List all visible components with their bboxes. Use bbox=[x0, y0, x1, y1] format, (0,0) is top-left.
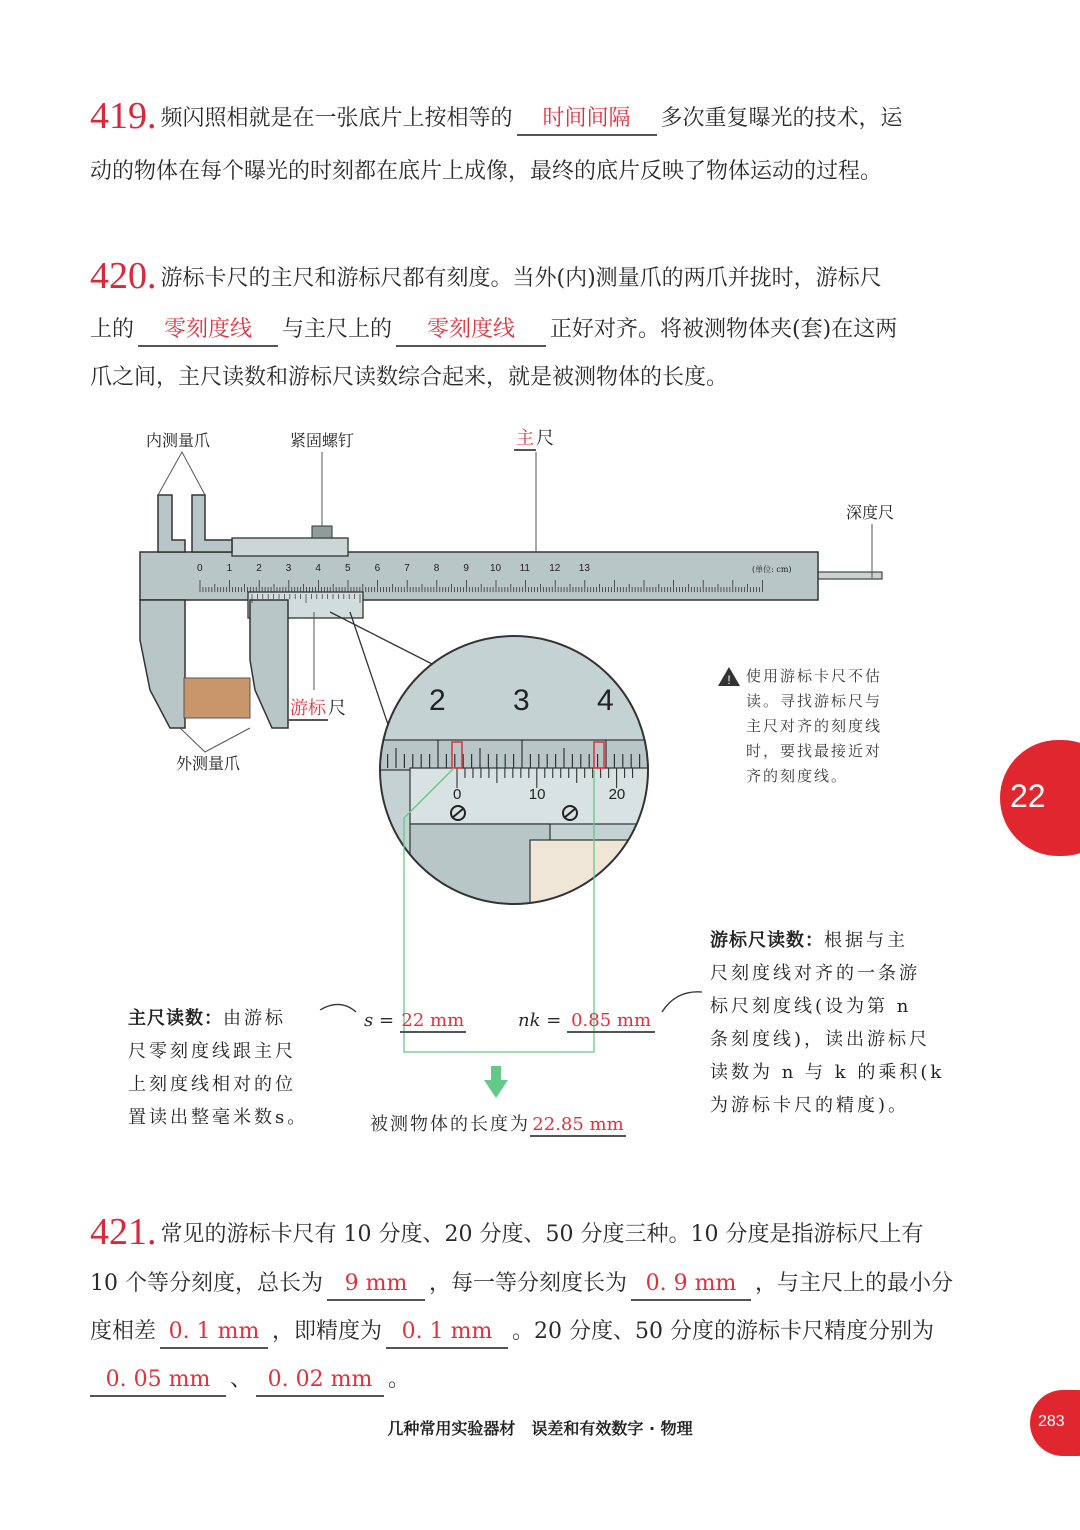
outer-jaw-fixed bbox=[140, 600, 185, 728]
curl-arrow-icon bbox=[662, 992, 702, 1012]
note-line: 齐的刻度线。 bbox=[746, 767, 849, 785]
answer-blank: 零刻度线 bbox=[396, 315, 546, 347]
text-segment: 上的 bbox=[90, 317, 135, 342]
question-number: 419. bbox=[90, 95, 157, 137]
page-footer: 几种常用实验器材 误差和有效数字 · 物理 bbox=[387, 1419, 693, 1438]
main-scale-number: 4 bbox=[315, 563, 321, 574]
question-number: 421. bbox=[90, 1211, 157, 1253]
label-unit: (单位: cm) bbox=[752, 565, 792, 574]
text-segment: 多次重复曝光的技术，运 bbox=[660, 106, 903, 131]
chapter-number: 22 bbox=[1010, 778, 1046, 814]
main-scale-bar bbox=[140, 552, 818, 600]
text-segment: 。20 分度、50 分度的游标卡尺精度分别为 bbox=[512, 1319, 935, 1344]
note-line: 使用游标卡尺不估 bbox=[746, 667, 883, 685]
label-vernier-scale: 游标 尺 bbox=[290, 698, 346, 719]
main-scale-number: 1 bbox=[226, 563, 233, 574]
label-inner-jaw: 内测量爪 bbox=[146, 431, 211, 450]
curl-arrow-icon bbox=[320, 1004, 356, 1012]
vernier-reading-formula: nk = 0.85 mm bbox=[518, 1010, 655, 1033]
question-number: 420. bbox=[90, 255, 157, 297]
zoom-line bbox=[330, 612, 440, 668]
locking-screw bbox=[312, 526, 332, 538]
leader-inner-jaw bbox=[158, 452, 205, 495]
answer-blank: 零刻度线 bbox=[138, 315, 278, 347]
text-segment: 常见的游标卡尺有 10 分度、20 分度、50 分度三种。10 分度是指游标尺上有 bbox=[160, 1222, 924, 1247]
main-reading-title: 主尺读数： bbox=[128, 1008, 223, 1029]
answer-blank: 0. 02 mm bbox=[256, 1365, 384, 1397]
main-scale-number: 8 bbox=[433, 563, 440, 574]
text-segment: 正好对齐。将被测物体夹(套)在这两 bbox=[550, 317, 898, 342]
warning-note bbox=[746, 664, 882, 789]
vernier-reading-title: 游标尺读数： bbox=[710, 930, 824, 951]
measured-object bbox=[184, 678, 250, 718]
note-line: 读。寻找游标尺与 bbox=[746, 692, 883, 710]
text-segment: 游标卡尺的主尺和游标尺都有刻度。当外(内)测量爪的两爪并拢时，游标尺 bbox=[160, 266, 882, 291]
answer-blank: 0. 05 mm bbox=[90, 1365, 226, 1397]
zoom-vernier-number: 20 bbox=[608, 786, 626, 803]
zoom-vernier-number: 0 bbox=[453, 786, 462, 803]
outer-jaw-movable bbox=[250, 600, 288, 728]
main-reading-explanation: 主尺读数：由游标 尺零刻度线跟主尺 上刻度线相对的位 置读出整毫米数s。 bbox=[128, 1008, 309, 1128]
text-segment: ，即精度为 bbox=[272, 1319, 383, 1344]
text-segment: ，与主尺上的最小分 bbox=[755, 1271, 954, 1296]
text-segment: 、 bbox=[230, 1367, 253, 1392]
text-line: 爪之间，主尺读数和游标尺读数综合起来，就是被测物体的长度。 bbox=[90, 365, 729, 390]
main-scale-number: 12 bbox=[549, 563, 561, 574]
main-scale-number: 2 bbox=[256, 563, 262, 574]
main-scale-number: 3 bbox=[285, 563, 292, 574]
main-scale-number: 0 bbox=[197, 563, 203, 574]
svg-text:!: ! bbox=[727, 673, 731, 687]
inner-jaw-fixed bbox=[158, 495, 185, 552]
text-line: 动的物体在每个曝光的时刻都在底片上成像，最终的底片反映了物体运动的过程。 bbox=[90, 159, 883, 184]
label-outer-jaw: 外测量爪 bbox=[176, 754, 241, 773]
note-line: 时，要找最接近对 bbox=[746, 742, 883, 760]
answer-blank: 0. 1 mm bbox=[160, 1317, 268, 1349]
text-segment: 度相差 bbox=[90, 1319, 157, 1344]
main-scale-number: 5 bbox=[345, 563, 351, 574]
text-segment: 。 bbox=[388, 1367, 411, 1392]
text-segment: 与主尺上的 bbox=[282, 317, 393, 342]
main-scale-number: 7 bbox=[404, 563, 410, 574]
label-main-scale: 主 尺 bbox=[516, 428, 554, 449]
depth-rod bbox=[810, 572, 882, 579]
answer-blank: 0. 9 mm bbox=[631, 1269, 751, 1301]
answer-blank: 0. 1 mm bbox=[386, 1317, 508, 1349]
text-segment: ，每一等分刻度长为 bbox=[429, 1271, 628, 1296]
down-arrow-icon bbox=[491, 1066, 501, 1082]
main-scale-number: 11 bbox=[519, 563, 530, 574]
main-scale-number: 13 bbox=[578, 563, 590, 574]
result-formula: 被测物体的长度为 22.85 mm bbox=[370, 1110, 626, 1137]
text-segment: 频闪照相就是在一张底片上按相等的 bbox=[160, 106, 513, 131]
zoom-vernier-number: 10 bbox=[528, 786, 546, 803]
note-line: 主尺对齐的刻度线 bbox=[746, 717, 883, 735]
text-segment: 10 个等分刻度，总长为 bbox=[90, 1271, 323, 1296]
label-locking-screw: 紧固螺钉 bbox=[290, 431, 355, 450]
zoom-detail bbox=[370, 630, 670, 930]
page-number: 283 bbox=[1038, 1413, 1065, 1430]
slider-top bbox=[232, 538, 348, 556]
main-scale-number: 9 bbox=[463, 563, 469, 574]
main-reading-formula: s = 22 mm bbox=[364, 1010, 465, 1031]
label-depth-rod: 深度尺 bbox=[846, 503, 895, 522]
leader-outer-jaw bbox=[180, 728, 250, 752]
main-scale-number: 6 bbox=[374, 563, 381, 574]
zoom-main-number: 4 bbox=[597, 684, 614, 717]
vernier-reading-explanation: 游标尺读数：根据与主 尺刻度线对齐的一条游 标尺刻度线(设为第 n 条刻度线)，读出游标尺 读数为 n 与 k 的乘积(k 为游标卡尺的精度)。 bbox=[710, 930, 945, 1116]
zoom-main-number: 2 bbox=[429, 684, 446, 717]
answer-blank: 9 mm bbox=[327, 1269, 425, 1301]
answer-blank: 时间间隔 bbox=[517, 104, 657, 136]
zoom-main-number: 3 bbox=[513, 684, 530, 717]
main-scale-number: 10 bbox=[490, 563, 502, 574]
inner-jaw-movable bbox=[192, 495, 232, 552]
